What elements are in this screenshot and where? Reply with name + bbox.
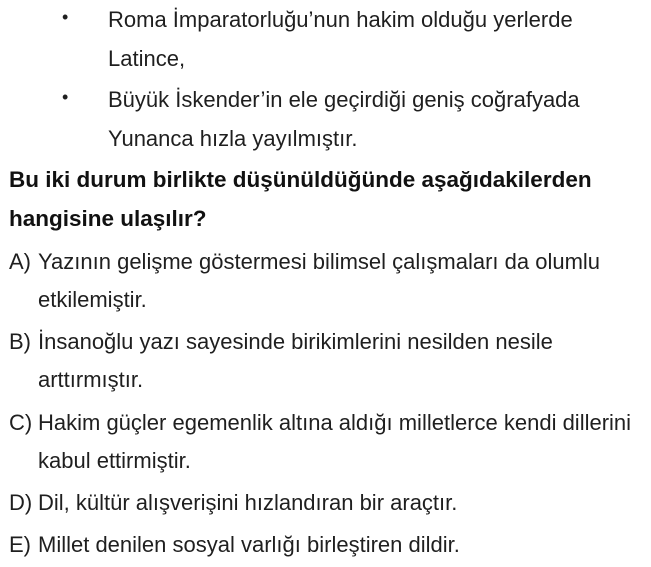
bullet-icon: • <box>62 87 69 107</box>
option-letter: E) <box>9 532 31 557</box>
option-text: Yazının gelişme göstermesi bilimsel çalışmaları da olumlu etkilemiştir. <box>38 249 601 312</box>
option-text: Millet denilen sosyal varlığı birleştiren dildir. <box>38 532 460 557</box>
option-text: Hakim güçler egemenlik altına aldığı milletlerce kendi dillerini kabul ettirmiştir. <box>38 410 632 473</box>
option-letter: D) <box>9 490 33 515</box>
option-letter: A) <box>9 249 31 274</box>
premise-text: Büyük İskender’in ele geçirdiği geniş coğrafyada Yunanca hızla yayılmıştır. <box>108 87 580 151</box>
question-stem: Bu iki durum birlikte düşünüldüğünde aşağıdakilerden hangisine ulaşılır? <box>9 167 592 231</box>
option-text: İnsanoğlu yazı sayesinde birikimlerini nesilden nesile arttırmıştır. <box>38 329 553 392</box>
option-text: Dil, kültür alışverişini hızlandıran bir araçtır. <box>38 490 458 515</box>
premise-text: Roma İmparatorluğu’nun hakim olduğu yerlerde Latince, <box>108 7 573 71</box>
bullet-icon: • <box>62 7 69 27</box>
option-letter: C) <box>9 410 33 435</box>
option-letter: B) <box>9 329 31 354</box>
